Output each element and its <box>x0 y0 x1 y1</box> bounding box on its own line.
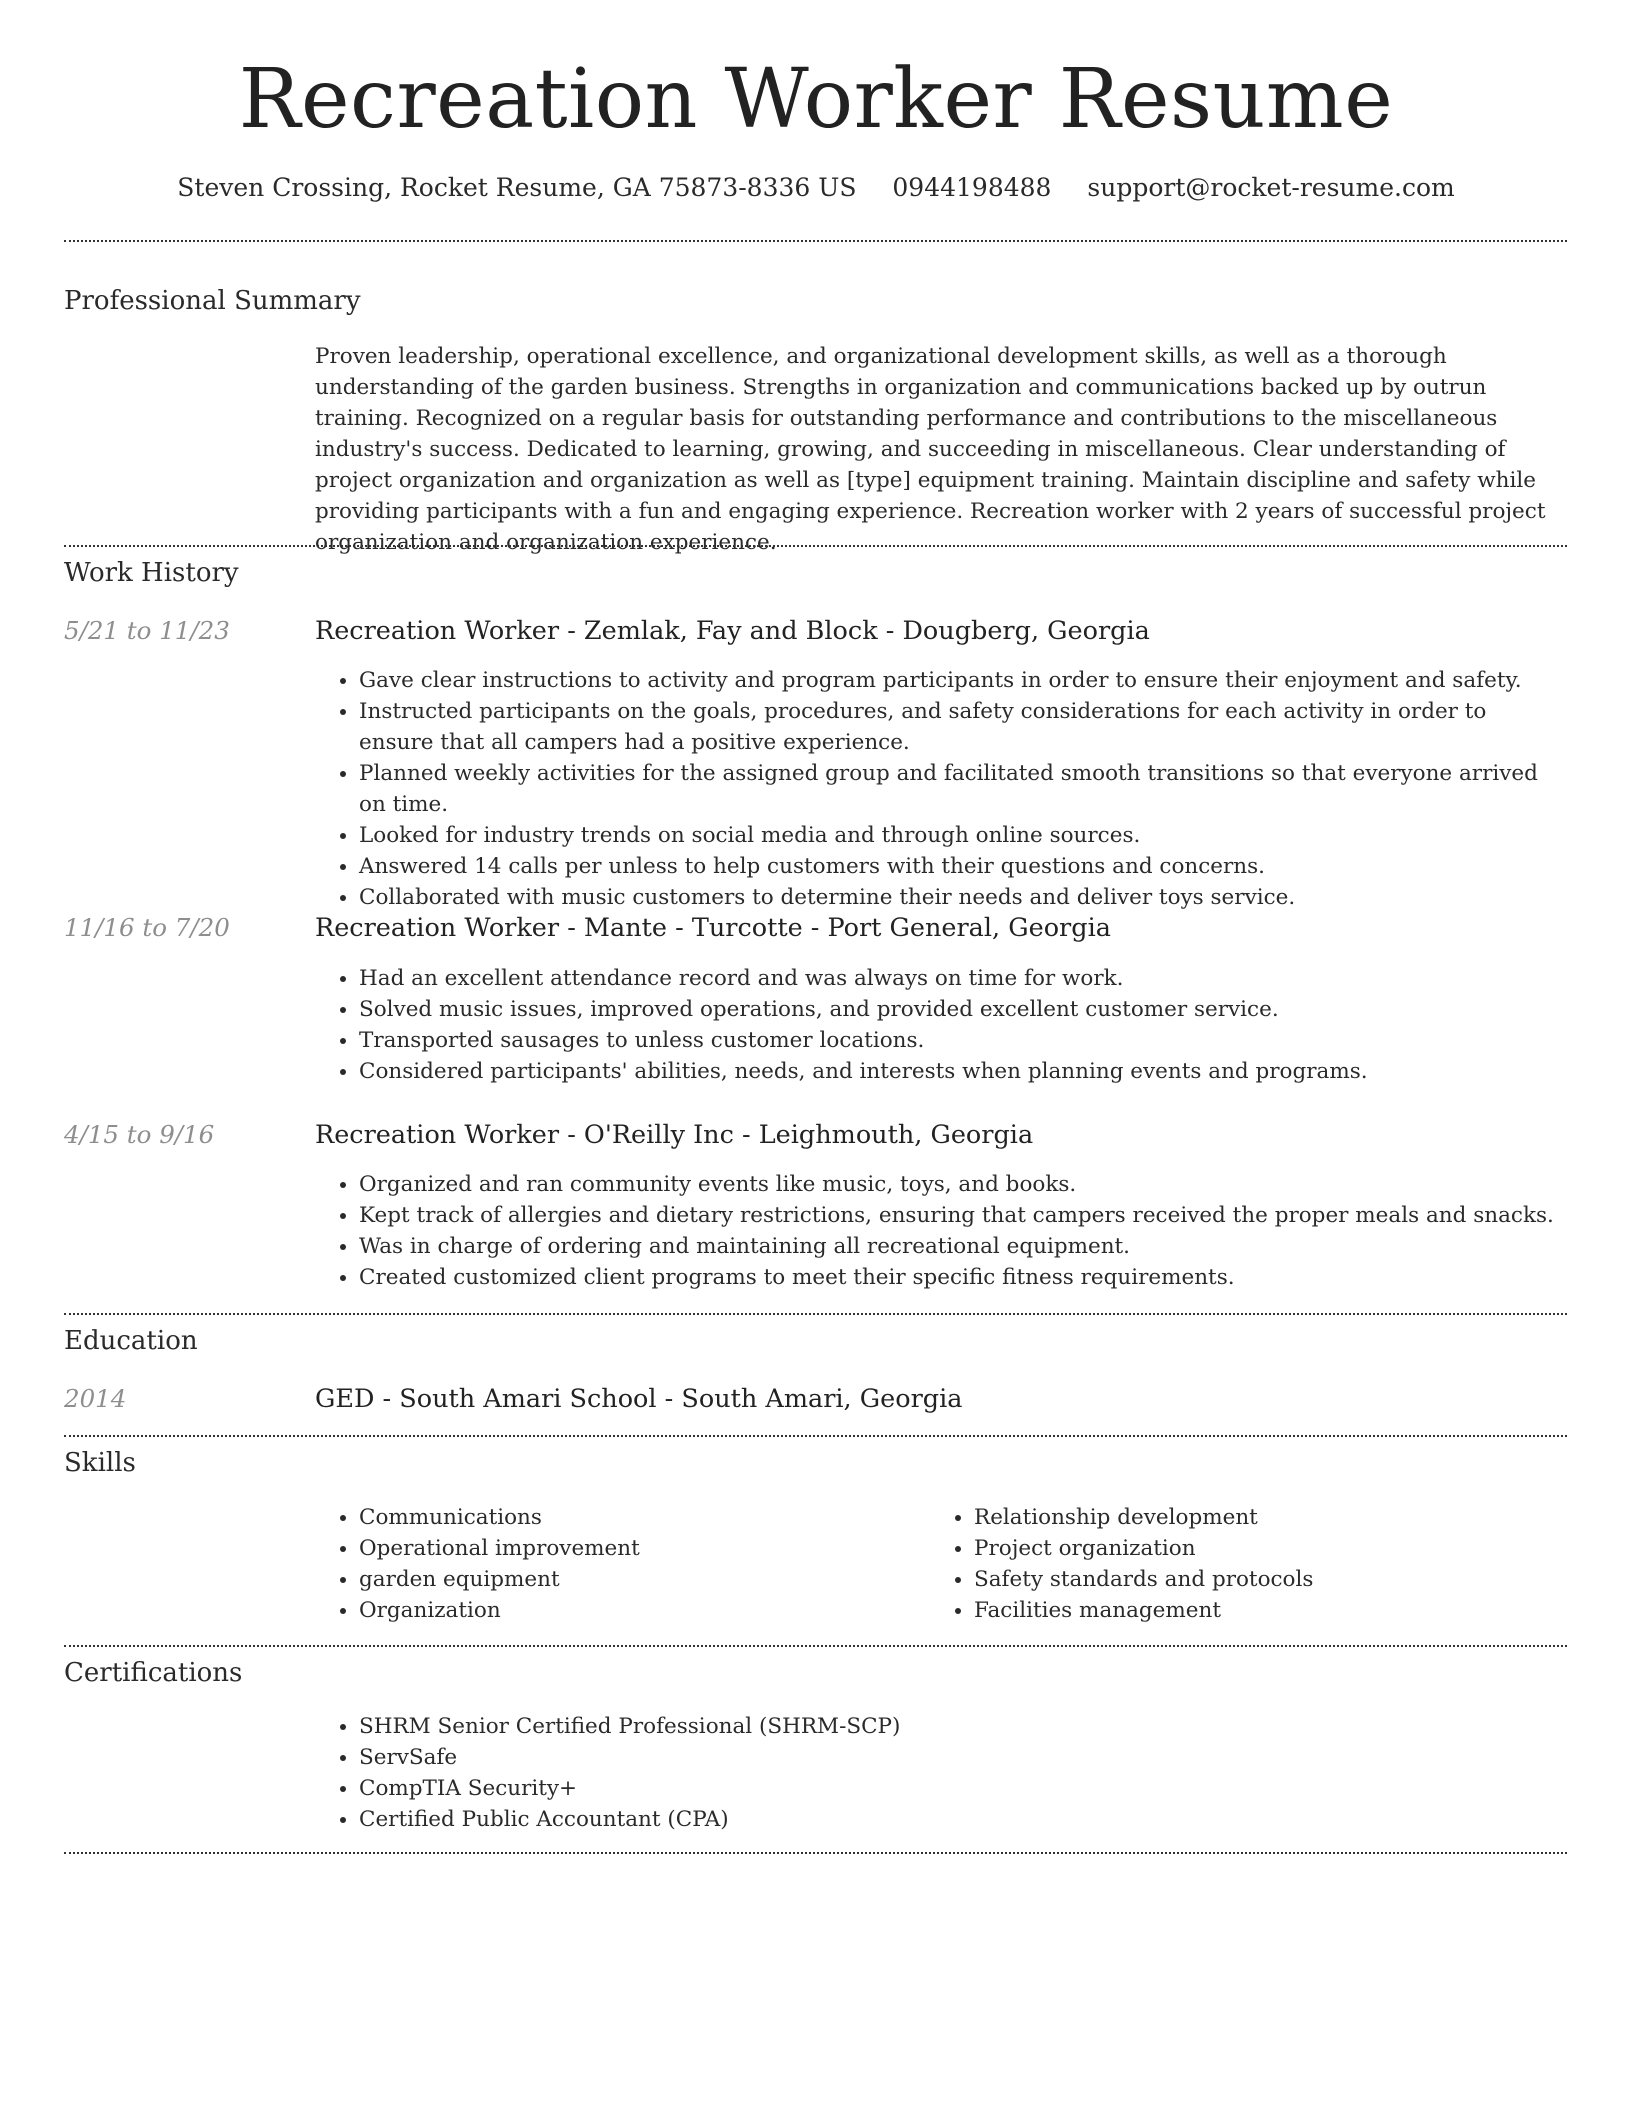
list-item: • ServSafe <box>359 1742 1565 1773</box>
list-item: • Planned weekly activities for the assigned group and facilitated smooth transitions so that everyone arrived on time. <box>359 758 1565 820</box>
skills-list-left <box>315 1502 915 1626</box>
divider <box>64 1852 1567 1854</box>
section-title-skills: Skills <box>64 1448 136 1478</box>
contact-phone: 0944198488 <box>892 173 1052 202</box>
list-item: • Kept track of allergies and dietary restrictions, ensuring that campers received the proper meals and snacks. <box>359 1200 1565 1231</box>
resume-title: Recreation Worker Resume <box>238 52 1394 147</box>
divider <box>64 1435 1567 1437</box>
list-item: • Relationship development <box>974 1502 1530 1533</box>
education-degree: GED - South Amari School - South Amari, Georgia <box>315 1384 963 1414</box>
job-bullets <box>315 1169 1565 1293</box>
job-bullets <box>315 963 1565 1087</box>
education-year: 2014 <box>64 1384 127 1413</box>
contact-line <box>0 172 1632 204</box>
job-dates: 5/21 to 11/23 <box>64 616 230 645</box>
contact-email: support@rocket-resume.com <box>1087 173 1455 202</box>
divider <box>64 1645 1567 1647</box>
list-item: • Transported sausages to unless customer locations. <box>359 1025 1565 1056</box>
list-item: • Communications <box>359 1502 915 1533</box>
skills-list-right <box>930 1502 1530 1626</box>
list-item: • SHRM Senior Certified Professional (SHRM-SCP) <box>359 1711 1565 1742</box>
certifications-list <box>315 1711 1565 1835</box>
contact-address: Steven Crossing, Rocket Resume, GA 75873-8336 US <box>177 173 857 202</box>
divider <box>64 240 1567 242</box>
list-item: • Had an excellent attendance record and was always on time for work. <box>359 963 1565 994</box>
list-item: • Looked for industry trends on social media and through online sources. <box>359 820 1565 851</box>
list-item: • Considered participants' abilities, needs, and interests when planning events and programs. <box>359 1056 1565 1087</box>
divider <box>64 545 1567 547</box>
job-dates: 11/16 to 7/20 <box>64 913 230 942</box>
job-bullets <box>315 665 1565 913</box>
job-title: Recreation Worker - Zemlak, Fay and Block - Dougberg, Georgia <box>315 616 1150 646</box>
list-item: • Operational improvement <box>359 1533 915 1564</box>
section-title-education: Education <box>64 1326 198 1356</box>
list-item: • Collaborated with music customers to determine their needs and deliver toys service. <box>359 882 1565 913</box>
section-title-summary: Professional Summary <box>64 286 361 316</box>
list-item: • Project organization <box>974 1533 1530 1564</box>
job-title: Recreation Worker - Mante - Turcotte - Port General, Georgia <box>315 913 1111 943</box>
list-item: • Was in charge of ordering and maintaining all recreational equipment. <box>359 1231 1565 1262</box>
job-dates: 4/15 to 9/16 <box>64 1120 215 1149</box>
list-item: • Created customized client programs to meet their specific fitness requirements. <box>359 1262 1565 1293</box>
list-item: • Solved music issues, improved operations, and provided excellent customer service. <box>359 994 1565 1025</box>
list-item: • Instructed participants on the goals, procedures, and safety considerations for each activity in order to ensure that all campers had a positive experience. <box>359 696 1565 758</box>
section-title-certifications: Certifications <box>64 1658 243 1688</box>
list-item: • Facilities management <box>974 1595 1530 1626</box>
divider <box>64 1313 1567 1315</box>
list-item: • Organized and ran community events like music, toys, and books. <box>359 1169 1565 1200</box>
section-title-work: Work History <box>64 558 239 588</box>
list-item: • Safety standards and protocols <box>974 1564 1530 1595</box>
list-item: • Certified Public Accountant (CPA) <box>359 1804 1565 1835</box>
list-item: • CompTIA Security+ <box>359 1773 1565 1804</box>
list-item: • garden equipment <box>359 1564 915 1595</box>
list-item: • Gave clear instructions to activity and program participants in order to ensure their enjoyment and safety. <box>359 665 1565 696</box>
list-item: • Organization <box>359 1595 915 1626</box>
list-item: • Answered 14 calls per unless to help customers with their questions and concerns. <box>359 851 1565 882</box>
summary-text: Proven leadership, operational excellence, and organizational development skills, as well as a thorough understanding of the garden business. Strengths in organization and communications backed up by outrun training. Recognized on a regular basis for outstanding performance and contributions to the miscellaneous industry's success. Dedicated to learning, growing, and succeeding in miscellaneous. Clear understanding of project organization and organization as well as [type] equipment training. Maintain discipline and safety while providing participants with a fun and engaging experience. Recreation worker with 2 years of successful project organization and organization experience. <box>315 344 1546 555</box>
job-title: Recreation Worker - O'Reilly Inc - Leighmouth, Georgia <box>315 1120 1034 1150</box>
